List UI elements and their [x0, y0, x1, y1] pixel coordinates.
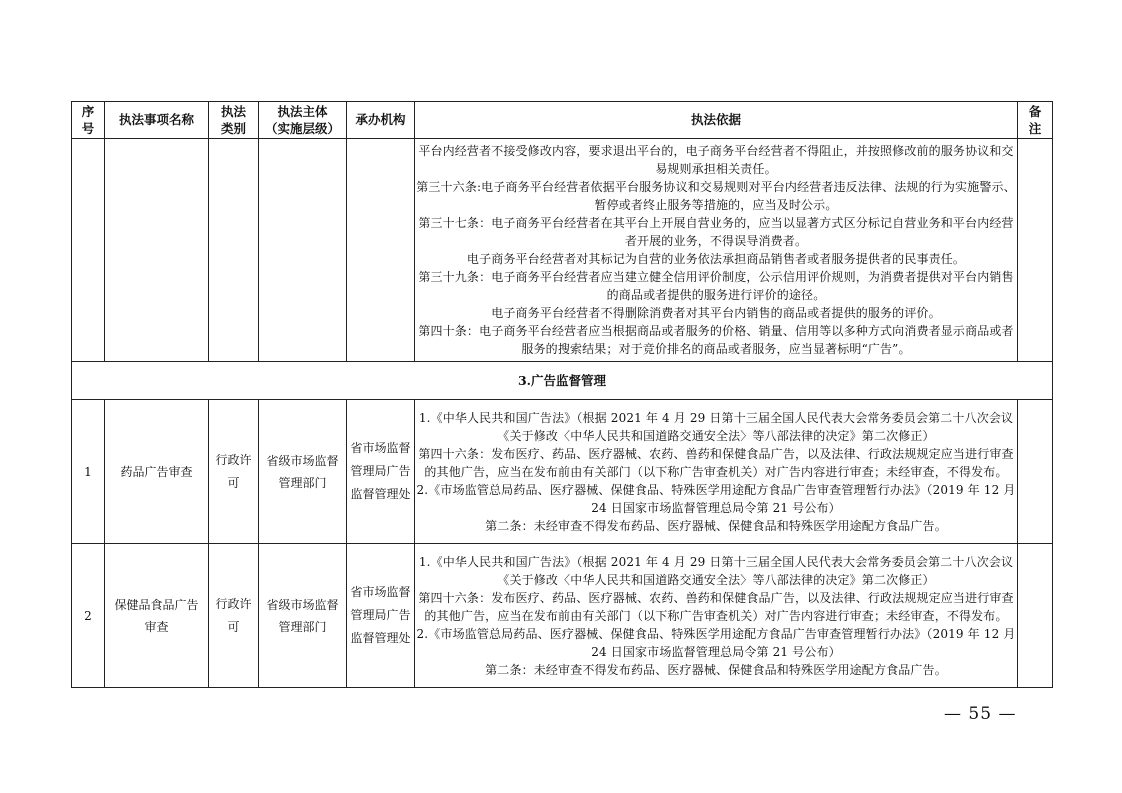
- cont-subject-cell: [259, 139, 347, 362]
- basis-paragraph: 第二条：未经审查不得发布药品、医疗器械、保健食品和特殊医学用途配方食品广告。: [485, 662, 947, 677]
- row-basis: [415, 400, 1018, 544]
- header-remark-line-2: 注: [1028, 121, 1042, 136]
- basis-paragraph: 第四十六条：发布医疗、药品、医疗器械、农药、兽药和保健食品广告，以及法律、行政法规规定应当进行审查的其他广告，应当在发布前由有关部门（以下称广告审查机关）对广告内容进行审查；未经审查，不得发布。: [418, 590, 1014, 623]
- row-agency: 省市场监督管理局广告监督管理处: [347, 400, 415, 544]
- basis-paragraph: 第四十六条：发布医疗、药品、医疗器械、农药、兽药和保健食品广告，以及法律、行政法规规定应当进行审查的其他广告，应当在发布前由有关部门（以下称广告审查机关）对广告内容进行审查；未经审查，不得发布。: [418, 446, 1014, 479]
- basis-paragraph: 第四十条：电子商务平台经营者应当根据商品或者服务的价格、销量、信用等以多种方式向消费者显示商品或者服务的搜索结果；对于竞价排名的商品或者服务，应当显著标明“广告”。: [418, 324, 1014, 356]
- header-seq-line-1: 序: [81, 104, 95, 119]
- basis-paragraph: 1.《中华人民共和国广告法》（根据 2021 年 4 月 29 日第十三届全国人民代表大会常务委员会第二十八次会议《关于修改〈中华人民共和国道路交通安全法〉等八部法律的决定》第二次修正）: [418, 410, 1014, 443]
- row-seq: 1: [72, 400, 105, 544]
- row-category: 行政许可: [209, 544, 259, 688]
- table-row: [72, 544, 1053, 688]
- cont-item-name-cell: [105, 139, 209, 362]
- row-agency: 省市场监督管理局广告监督管理处: [347, 544, 415, 688]
- basis-paragraph: 电子商务平台经营者不得删除消费者对其平台内销售的商品或者提供的服务的评价。: [491, 306, 941, 320]
- header-subject: [259, 102, 347, 139]
- basis-paragraph: 1.《中华人民共和国广告法》（根据 2021 年 4 月 29 日第十三届全国人民代表大会常务委员会第二十八次会议《关于修改〈中华人民共和国道路交通安全法〉等八部法律的决定》第二次修正）: [418, 554, 1014, 587]
- basis-paragraph: 第三十七条：电子商务平台经营者在其平台上开展自营业务的，应当以显著方式区分标记自营业务和平台内经营者开展的业务，不得误导消费者。: [418, 216, 1014, 248]
- header-remark-line-1: 备: [1028, 104, 1042, 119]
- cont-category-cell: [209, 139, 259, 362]
- header-seq: [72, 102, 105, 139]
- cont-basis-cell: [415, 139, 1018, 362]
- header-category: [209, 102, 259, 139]
- header-seq-line-2: 号: [81, 121, 95, 136]
- basis-paragraph: 2.《市场监管总局药品、医疗器械、保健食品、特殊医学用途配方食品广告审查管理暂行办法》（2019 年 12 月 24 日国家市场监督管理总局令第 21 号公布）: [416, 626, 1016, 659]
- row-item-name: 保健品食品广告审查: [105, 544, 209, 688]
- header-subject-line-1: 执法主体: [277, 104, 328, 119]
- basis-paragraph: 电子商务平台经营者对其标记为自营的业务依法承担商品销售者或者服务提供者的民事责任。: [466, 252, 966, 266]
- section-header-row: [72, 362, 1053, 400]
- row-subject: 省级市场监督管理部门: [259, 400, 347, 544]
- header-subject-line-2: （实施层级）: [264, 121, 340, 136]
- row-category: 行政许可: [209, 400, 259, 544]
- cont-remark-cell: [1018, 139, 1053, 362]
- header-category-line-2: 类别: [220, 121, 246, 136]
- basis-paragraph: 2.《市场监管总局药品、医疗器械、保健食品、特殊医学用途配方食品广告审查管理暂行办法》（2019 年 12 月 24 日国家市场监督管理总局令第 21 号公布）: [416, 482, 1016, 515]
- row-basis: [415, 544, 1018, 688]
- table-row: [72, 400, 1053, 544]
- basis-paragraph: 平台内经营者不接受修改内容，要求退出平台的，电子商务平台经营者不得阻止，并按照修改前的服务协议和交易规则承担相关责任。: [418, 144, 1014, 176]
- header-agency: 承办机构: [347, 102, 415, 139]
- cont-agency-cell: [347, 139, 415, 362]
- cont-seq-cell: [72, 139, 105, 362]
- header-item-name: 执法事项名称: [105, 102, 209, 139]
- page-number: — 55 —: [944, 704, 1017, 724]
- basis-paragraph: 第二条：未经审查不得发布药品、医疗器械、保健食品和特殊医学用途配方食品广告。: [485, 518, 947, 533]
- continuation-row: [72, 139, 1053, 362]
- row-item-name: 药品广告审查: [105, 400, 209, 544]
- basis-paragraph: 第三十六条:电子商务平台经营者依据平台服务协议和交易规则对平台内经营者违反法律、法规的行为实施警示、暂停或者终止服务等措施的，应当及时公示。: [416, 180, 1016, 212]
- law-enforcement-table: [71, 101, 1053, 688]
- row-remark: [1018, 400, 1053, 544]
- table-header-row: [72, 102, 1053, 139]
- header-category-line-1: 执法: [220, 104, 246, 119]
- basis-paragraph: 第三十九条：电子商务平台经营者应当建立健全信用评价制度，公示信用评价规则，为消费者提供对平台内销售的商品或者提供的服务进行评价的途径。: [418, 270, 1014, 302]
- header-remark: [1018, 102, 1053, 139]
- row-subject: 省级市场监督管理部门: [259, 544, 347, 688]
- section-title: 3.广告监督管理: [72, 362, 1053, 400]
- row-seq: 2: [72, 544, 105, 688]
- row-remark: [1018, 544, 1053, 688]
- header-basis: 执法依据: [415, 102, 1018, 139]
